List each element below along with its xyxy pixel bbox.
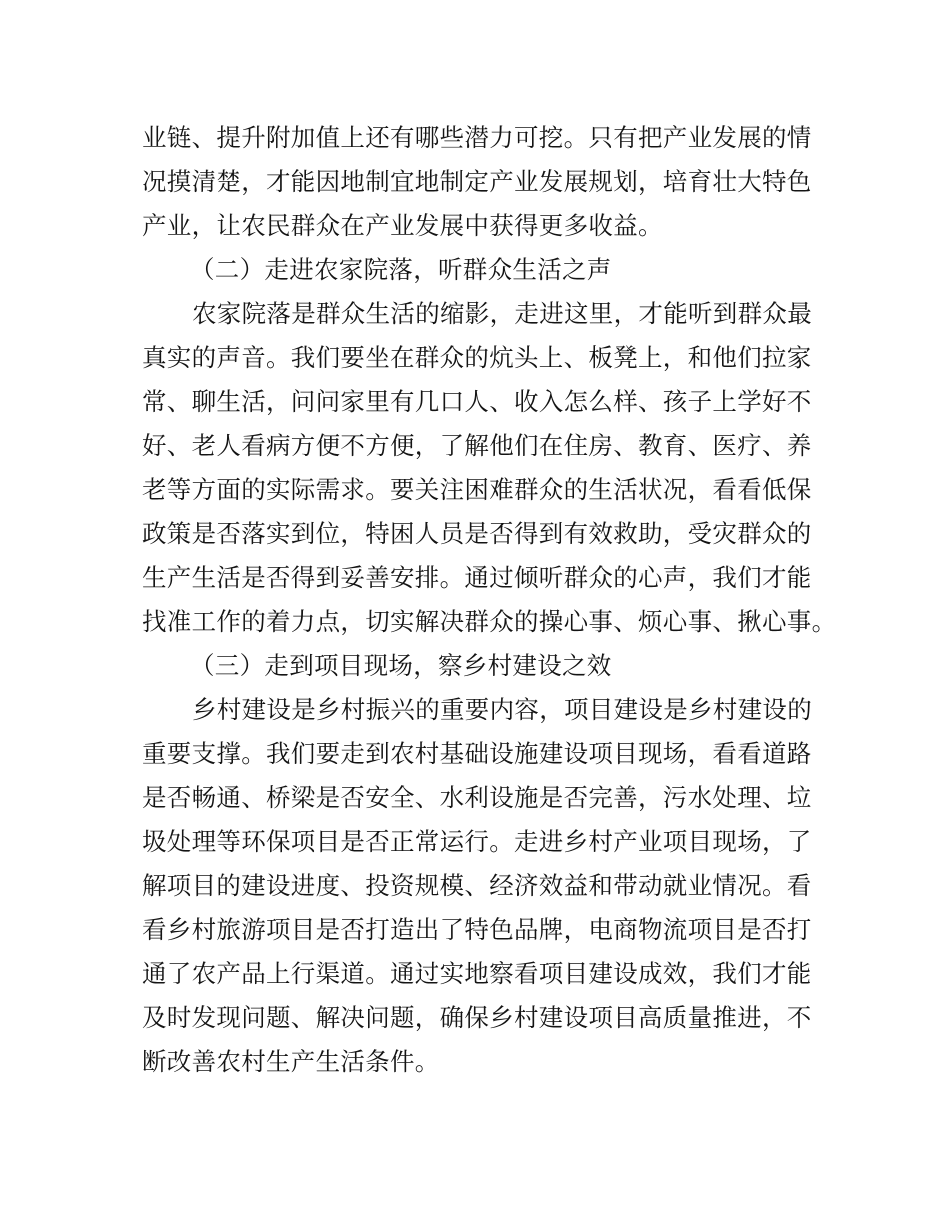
paragraph-line: 况摸清楚，才能因地制宜地制定产业发展规划，培育壮大特色 (142, 167, 812, 196)
paragraph-line: 乡村建设是乡村振兴的重要内容，项目建设是乡村建设的 (192, 695, 812, 724)
paragraph-line: 圾处理等环保项目是否正常运行。走进乡村产业项目现场，了 (142, 827, 812, 856)
paragraph-line: 断改善农村生产生活条件。 (142, 1047, 440, 1076)
paragraph-line: 通了农产品上行渠道。通过实地察看项目建设成效，我们才能 (142, 959, 812, 988)
paragraph-line: 业链、提升附加值上还有哪些潜力可挖。只有把产业发展的情 (142, 123, 812, 152)
section-heading: （二）走进农家院落，听群众生活之声 (190, 255, 612, 284)
paragraph-line: 政策是否落实到位，特困人员是否得到有效救助，受灾群众的 (142, 519, 812, 548)
paragraph-line: 看乡村旅游项目是否打造出了特色品牌，电商物流项目是否打 (142, 915, 812, 944)
paragraph-line: 农家院落是群众生活的缩影，走进这里，才能听到群众最 (192, 299, 812, 328)
paragraph-line: 找准工作的着力点，切实解决群众的操心事、烦心事、揪心事。 (142, 607, 837, 636)
paragraph-line: 常、聊生活，问问家里有几口人、收入怎么样、孩子上学好不 (142, 387, 812, 416)
paragraph-line: 好、老人看病方便不方便，了解他们在住房、教育、医疗、养 (142, 431, 812, 460)
paragraph-line: 解项目的建设进度、投资规模、经济效益和带动就业情况。看 (142, 871, 812, 900)
paragraph-line: 产业，让农民群众在产业发展中获得更多收益。 (142, 211, 663, 240)
paragraph-line: 重要支撑。我们要走到农村基础设施建设项目现场，看看道路 (142, 739, 812, 768)
paragraph-line: 真实的声音。我们要坐在群众的炕头上、板凳上，和他们拉家 (142, 343, 812, 372)
paragraph-line: 及时发现问题、解决问题，确保乡村建设项目高质量推进，不 (142, 1003, 812, 1032)
section-heading: （三）走到项目现场，察乡村建设之效 (190, 651, 612, 680)
paragraph-line: 老等方面的实际需求。要关注困难群众的生活状况，看看低保 (142, 475, 812, 504)
paragraph-line: 是否畅通、桥梁是否安全、水利设施是否完善，污水处理、垃 (142, 783, 812, 812)
paragraph-line: 生产生活是否得到妥善安排。通过倾听群众的心声，我们才能 (142, 563, 812, 592)
